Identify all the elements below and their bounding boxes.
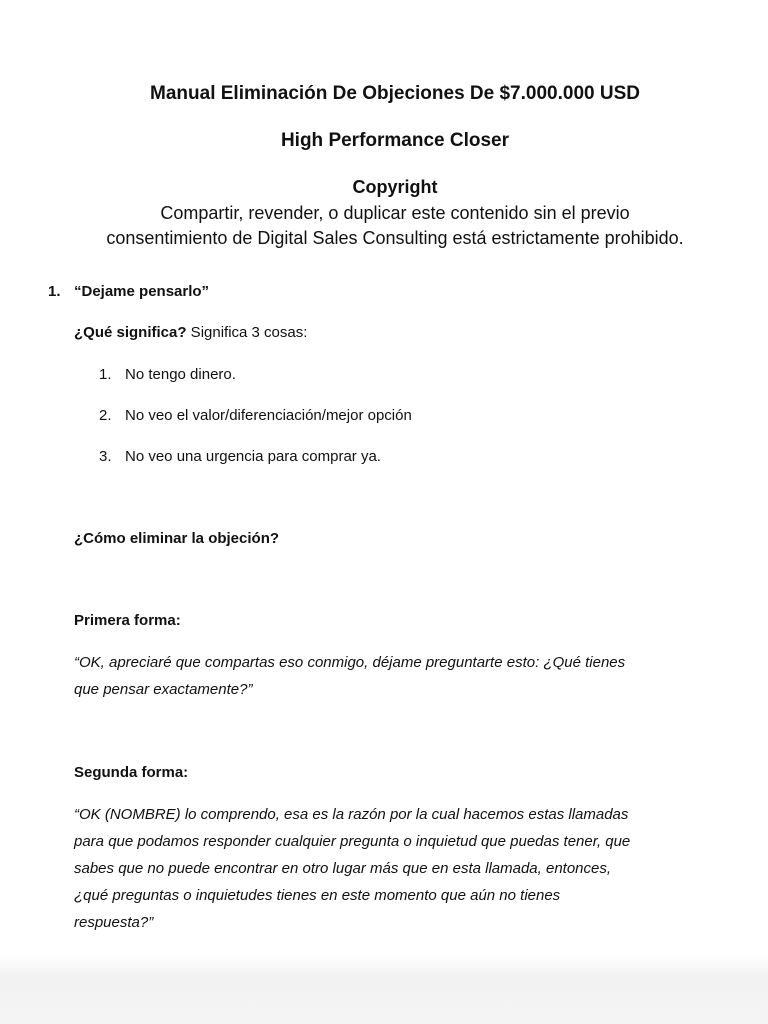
reason-text: No tengo dinero. xyxy=(125,366,236,383)
first-method-quote-line: que pensar exactamente?” xyxy=(74,681,253,698)
second-method-quote-line: para que podamos responder cualquier pregunta o inquietud que puedas tener, que xyxy=(74,833,631,850)
first-method-heading: Primera forma: xyxy=(74,612,181,629)
copyright-notice-line-1: Compartir, revender, o duplicar este contenido sin el previo xyxy=(160,203,630,223)
second-method-quote-line: “OK (NOMBRE) lo comprendo, esa es la razón por la cual hacemos estas llamadas xyxy=(74,806,629,823)
copyright-heading: Copyright xyxy=(352,177,438,197)
document-subtitle: High Performance Closer xyxy=(280,130,510,151)
how-to-eliminate-heading: ¿Cómo eliminar la objeción? xyxy=(74,530,280,547)
section-number: 1. xyxy=(48,283,61,300)
second-method-quote-line: ¿qué preguntas o inquietudes tienes en este momento que aún no tienes xyxy=(74,887,561,904)
section-heading: “Dejame pensarlo” xyxy=(74,283,210,300)
reason-text: No veo el valor/diferenciación/mejor opción xyxy=(125,407,412,424)
first-method-quote-line: “OK, apreciaré que compartas eso conmigo, déjame preguntarte esto: ¿Qué tienes xyxy=(74,654,626,671)
page-bottom-edge xyxy=(0,956,768,1024)
second-method-quote-line: respuesta?” xyxy=(74,914,154,931)
reason-number: 1. xyxy=(99,366,112,383)
copyright-notice-line-2: consentimiento de Digital Sales Consulting está estrictamente prohibido. xyxy=(106,228,684,248)
document-title: Manual Eliminación De Objeciones De $7.000.000 USD xyxy=(150,83,640,104)
meaning-text: Significa 3 cosas: xyxy=(186,324,308,341)
meaning-label: ¿Qué significa? xyxy=(74,324,187,341)
meaning-line xyxy=(74,323,307,343)
second-method-heading: Segunda forma: xyxy=(74,764,189,781)
reason-number: 2. xyxy=(99,407,112,424)
reason-number: 3. xyxy=(99,448,112,465)
reason-text: No veo una urgencia para comprar ya. xyxy=(125,448,381,465)
second-method-quote-line: sabes que no puede encontrar en otro lugar más que en esta llamada, entonces, xyxy=(74,860,612,877)
